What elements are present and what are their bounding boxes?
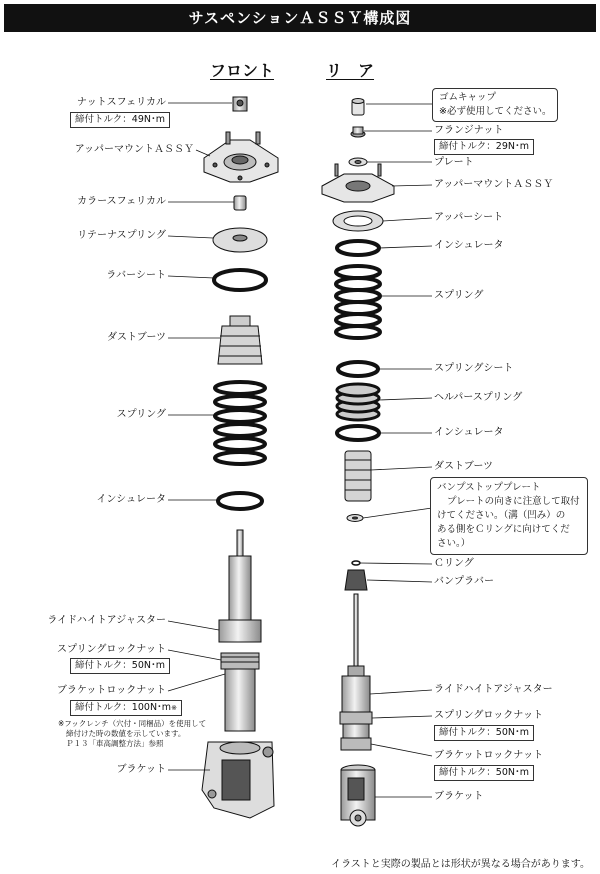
- rear-flange-nut-part: [351, 127, 365, 137]
- front-label-spring-lock-nut: スプリングロックナット: [57, 644, 166, 655]
- rear-upper-mount-part: [322, 164, 394, 202]
- rear-label-upper-seat: アッパーシート: [434, 212, 504, 223]
- rear-label-bracket: ブラケット: [434, 791, 484, 802]
- rear-helper-spring-part: [337, 384, 379, 420]
- rear-insulator-bottom-part: [337, 426, 379, 440]
- rear-damper-part: [340, 594, 372, 750]
- rear-c-ring-part: [352, 561, 360, 565]
- rear-spring-seat-part: [338, 362, 378, 376]
- front-label-nut-spherical: ナットスフェリカル: [76, 97, 166, 108]
- front-insulator-part: [218, 493, 262, 509]
- rear-label-rubber-cap: ゴムキャップ: [439, 92, 497, 103]
- hook-wrench-note-line-3: Ｐ１３「車高調整方法」参照: [66, 739, 164, 748]
- rear-label-plate: プレート: [434, 157, 474, 168]
- rear-label-flange-nut: フランジナット: [434, 125, 504, 136]
- front-spring-part: [215, 382, 265, 464]
- rear-label-c-ring: Ｃリング: [434, 558, 474, 569]
- rear-spring-lock-torque-box: 締付トルク：50N･m: [434, 725, 534, 741]
- front-spring-lock-torque-box: 締付トルク：50N･m: [70, 658, 170, 674]
- front-retainer-spring-part: [213, 228, 267, 252]
- rear-flange-torque-box: 締付トルク：29N･m: [434, 139, 534, 155]
- rear-plate-part: [349, 158, 367, 166]
- front-label-retainer-spring: リテーナスプリング: [77, 230, 166, 241]
- rear-heading: リ ア: [326, 61, 375, 80]
- rear-label-upper-mount: アッパーマウントＡＳＳＹ: [434, 179, 554, 190]
- rear-upper-seat-part: [333, 211, 383, 231]
- rear-label-bump-rubber: バンプラバー: [434, 576, 494, 587]
- front-bracket-lock-torque-box: [70, 700, 182, 716]
- front-nut-spherical-part: [233, 97, 247, 111]
- front-hook-wrench-note: [58, 719, 206, 749]
- rear-label-spring: スプリング: [434, 290, 484, 301]
- rear-label-ride-height-adjuster: ライドハイトアジャスター: [434, 684, 553, 695]
- hook-wrench-note-line-2: 締付けた時の数値を示しています。: [66, 729, 186, 738]
- rear-bracket-part: [341, 765, 375, 826]
- page-title: サスペンションＡＳＳＹ構成図: [4, 4, 596, 32]
- front-bracket-lock-torque-value: 締付トルク：100N･m: [75, 702, 172, 713]
- rear-bump-stop-plate-box: [430, 477, 588, 555]
- rear-bump-stop-plate-part: [347, 515, 363, 522]
- front-label-collar-spherical: カラースフェリカル: [77, 196, 166, 207]
- bump-stop-note-line-4: さい。）: [437, 538, 471, 549]
- rear-dust-boot-part: [345, 451, 371, 501]
- front-heading: フロント: [210, 61, 275, 80]
- bump-stop-note-line-2: けてください。（溝（凹み）の: [437, 510, 566, 521]
- front-label-rubber-seat: ラバーシート: [106, 270, 166, 281]
- bump-stop-note-line-1: プレートの向きに注意して取付: [447, 496, 580, 507]
- rear-label-spring-lock-nut: スプリングロックナット: [434, 710, 543, 721]
- rear-label-bump-stop-plate: バンプストッププレート: [437, 482, 541, 493]
- front-label-ride-height-adjuster: ライドハイトアジャスター: [47, 615, 166, 626]
- rear-spring-part: [336, 266, 380, 338]
- rear-label-bracket-lock-nut: ブラケットロックナット: [434, 750, 544, 761]
- front-label-bracket-lock-nut: ブラケットロックナット: [56, 685, 166, 696]
- rear-label-dust-boot: ダストブーツ: [434, 461, 493, 472]
- front-label-bracket: ブラケット: [116, 764, 166, 775]
- rear-insulator-top-part: [337, 241, 379, 255]
- front-label-spring: スプリング: [116, 409, 166, 420]
- rear-bracket-lock-torque-box: 締付トルク：50N･m: [434, 765, 534, 781]
- rear-bump-rubber-part: [345, 570, 367, 590]
- front-damper-part: [219, 530, 261, 731]
- front-nut-torque-box: 締付トルク：49N･m: [70, 112, 170, 128]
- rear-rubber-cap-part: [352, 99, 364, 116]
- rear-label-insulator-top: インシュレータ: [434, 240, 504, 251]
- front-bracket-part: [202, 742, 274, 818]
- rear-rubber-cap-box: [432, 88, 558, 122]
- front-label-dust-boot: ダストブーツ: [107, 332, 166, 343]
- rear-label-helper-spring: ヘルパースプリング: [434, 392, 523, 403]
- bump-stop-note-line-3: ある側をＣリングに向けてくだ: [437, 524, 570, 535]
- front-label-insulator: インシュレータ: [96, 494, 166, 505]
- rear-label-insulator-bottom: インシュレータ: [434, 427, 504, 438]
- rear-label-spring-seat: スプリングシート: [434, 363, 514, 374]
- front-label-upper-mount: アッパーマウントＡＳＳＹ: [74, 144, 194, 155]
- front-collar-spherical-part: [234, 196, 246, 210]
- front-bracket-lock-torque-mark: ※: [171, 704, 177, 712]
- rear-rubber-cap-note: ※必ず使用してください。: [439, 106, 552, 117]
- disclaimer-footer: イラストと実際の製品とは形状が異なる場合があります。: [331, 859, 590, 870]
- hook-wrench-note-line-1: ※フックレンチ（穴付・同梱品）を使用して: [58, 719, 207, 728]
- front-rubber-seat-part: [214, 270, 266, 290]
- front-upper-mount-part: [204, 132, 278, 182]
- front-dust-boot-part: [218, 316, 262, 364]
